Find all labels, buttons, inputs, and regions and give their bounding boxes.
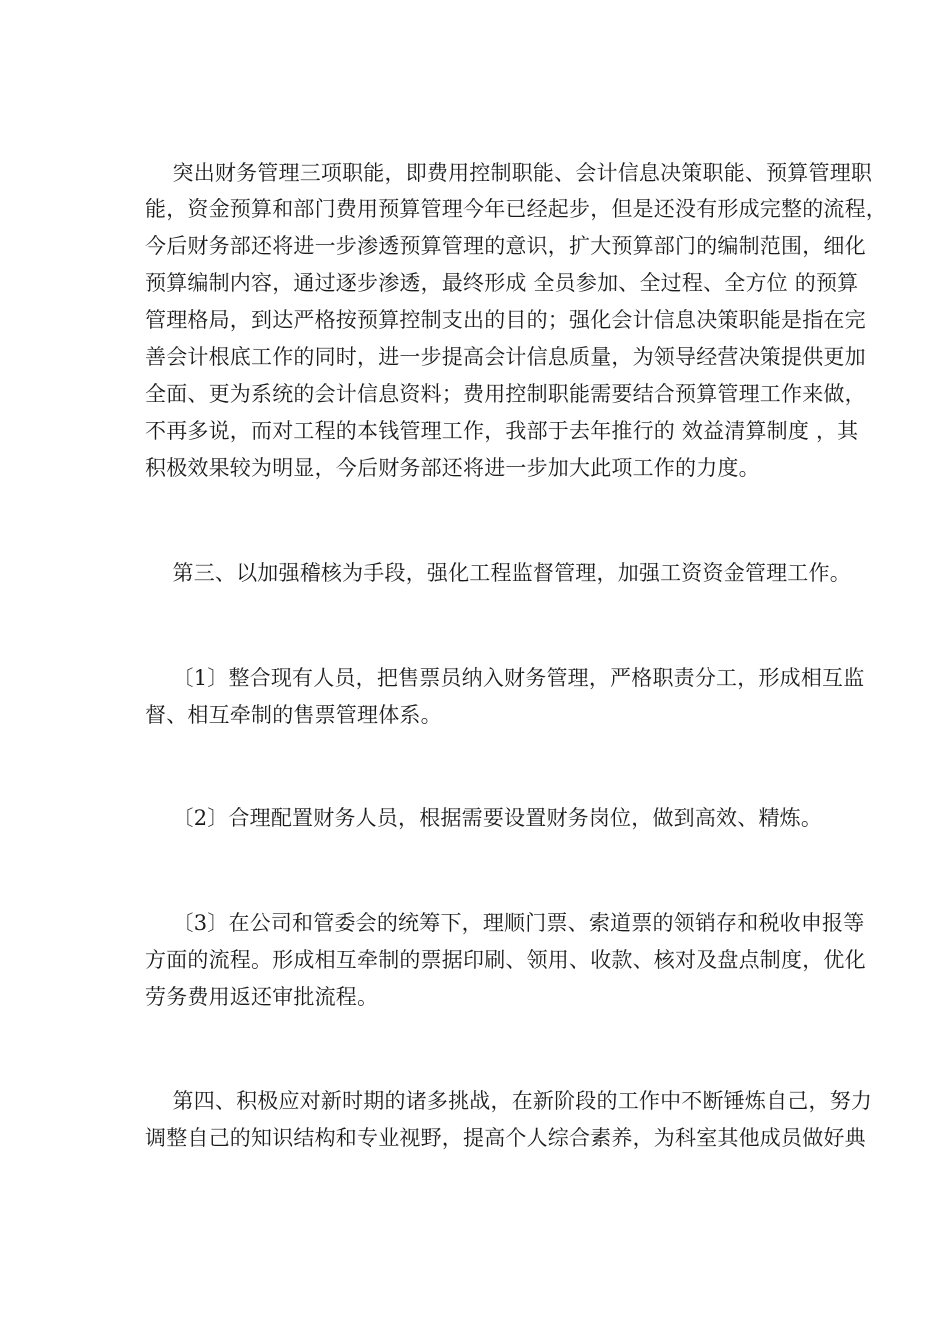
text-line: 突出财务管理三项职能，即费用控制职能、会计信息决策职能、预算管理职 (145, 161, 873, 185)
text-line: 能，资金预算和部门费用预算管理今年已经起步，但是还没有形成完整的流程， (145, 197, 887, 221)
text-line: 今后财务部还将进一步渗透预算管理的意识，扩大预算部门的编制范围，细化 (145, 234, 866, 258)
text-line: 劳务费用返还审批流程。 (145, 985, 379, 1009)
text-line: 〔2〕合理配置财务人员，根据需要设置财务岗位，做到高效、精炼。 (145, 806, 823, 830)
text-line: 督、相互牵制的售票管理体系。 (145, 703, 442, 727)
text-line: 全面、更为系统的会计信息资料；费用控制职能需要结合预算管理工作来做， (145, 382, 866, 406)
text-line: 第三、以加强稽核为手段，强化工程监督管理，加强工资资金管理工作。 (145, 561, 851, 585)
text-line: 积极效果较为明显，今后财务部还将进一步加大此项工作的力度。 (145, 456, 760, 480)
text-line: 第四、积极应对新时期的诸多挑战，在新阶段的工作中不断锤炼自己，努力 (145, 1089, 873, 1113)
text-line: 〔3〕在公司和管委会的统筹下，理顺门票、索道票的领销存和税收申报等 (145, 911, 865, 935)
text-line: 方面的流程。形成相互牵制的票据印刷、领用、收款、核对及盘点制度，优化 (145, 948, 866, 972)
text-line: 〔1〕整合现有人员，把售票员纳入财务管理，严格职责分工，形成相互监 (145, 666, 865, 690)
text-line: 预算编制内容，通过逐步渗透，最终形成 全员参加、全过程、全方位 的预算 (145, 271, 859, 295)
text-line: 调整自己的知识结构和专业视野，提高个人综合素养，为科室其他成员做好典 (145, 1126, 866, 1150)
text-line: 善会计根底工作的同时，进一步提高会计信息质量，为领导经营决策提供更加 (145, 345, 866, 369)
text-line: 不再多说，而对工程的本钱管理工作，我部于去年推行的 效益清算制度 ，其 (145, 419, 859, 443)
text-line: 管理格局，到达严格按预算控制支出的目的；强化会计信息决策职能是指在完 (145, 308, 866, 332)
